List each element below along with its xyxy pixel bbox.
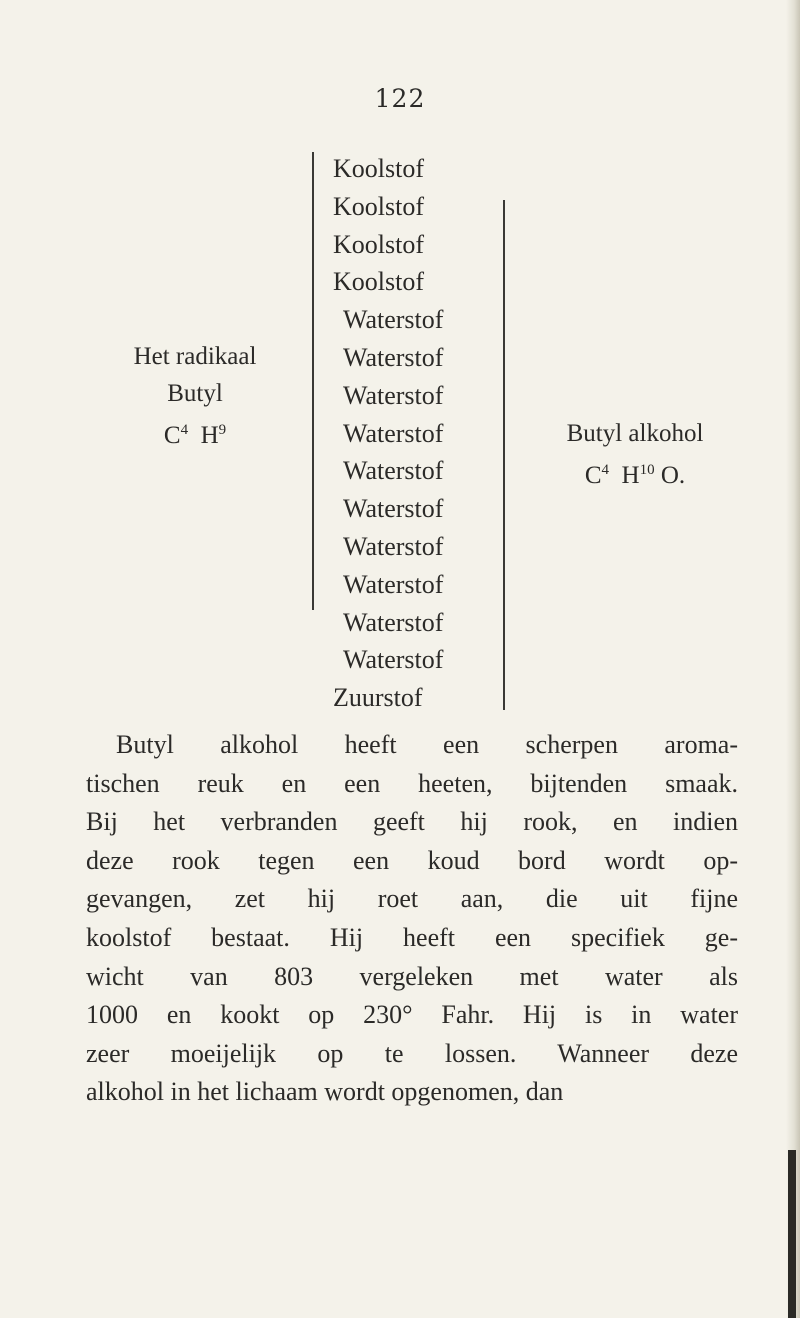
element-item: Waterstof — [343, 645, 444, 675]
paragraph-line: Bij het verbranden geeft hij rook, en indien — [86, 807, 738, 837]
paragraph-line: wicht van 803 vergeleken met water als — [86, 961, 738, 991]
element-item: Waterstof — [343, 418, 444, 448]
paragraph-line: gevangen, zet hij roet aan, die uit fijne — [86, 884, 738, 914]
radical-formula: $C^4$ $H^9$ — [163, 422, 227, 449]
right-bracket — [503, 200, 508, 710]
element-item: Waterstof — [343, 456, 444, 486]
paragraph-line: koolstof bestaat. Hij heeft een specifiek ge- — [86, 922, 738, 952]
element-item: Waterstof — [343, 342, 444, 372]
element-item: Waterstof — [343, 494, 444, 524]
element-item: Waterstof — [343, 305, 444, 335]
element-item: Koolstof — [333, 191, 424, 221]
paragraph-line: Butyl alkohol heeft een scherpen aroma- — [116, 730, 738, 759]
element-item: Waterstof — [343, 607, 444, 637]
element-item: Koolstof — [333, 267, 424, 297]
page-number: 122 — [374, 84, 426, 113]
alcohol-label — [520, 416, 750, 494]
paragraph-line: zeer moeijelijk op te lossen. Wanneer deze — [86, 1038, 738, 1068]
element-item: Waterstof — [343, 569, 444, 599]
radical-label-line2: Butyl — [167, 380, 223, 407]
paragraph-line: deze rook tegen een koud bord wordt op- — [86, 845, 738, 875]
alcohol-label-line1: Butyl alkohol — [566, 420, 704, 447]
paragraph-line: alkohol in het lichaam wordt opgenomen, dan — [86, 1077, 564, 1107]
radical-label-line1: Het radikaal — [133, 343, 257, 370]
element-item: Zuurstof — [333, 683, 423, 713]
element-item: Waterstof — [343, 380, 444, 410]
page-edge — [786, 0, 800, 1318]
alcohol-formula: $C^4$ $H^{10}$ O. — [584, 462, 686, 489]
page-edge-shadow — [788, 1150, 796, 1318]
element-item: Koolstof — [333, 229, 424, 259]
body-paragraph — [86, 726, 738, 1112]
paragraph-line: tischen reuk en een heeten, bijtenden smaak. — [86, 768, 738, 798]
element-list — [325, 150, 505, 717]
left-bracket — [312, 152, 317, 610]
element-item: Koolstof — [333, 154, 424, 183]
element-item: Waterstof — [343, 531, 444, 561]
paragraph-line: 1000 en kookt op 230° Fahr. Hij is in water — [86, 1000, 738, 1030]
radical-label — [90, 338, 300, 454]
